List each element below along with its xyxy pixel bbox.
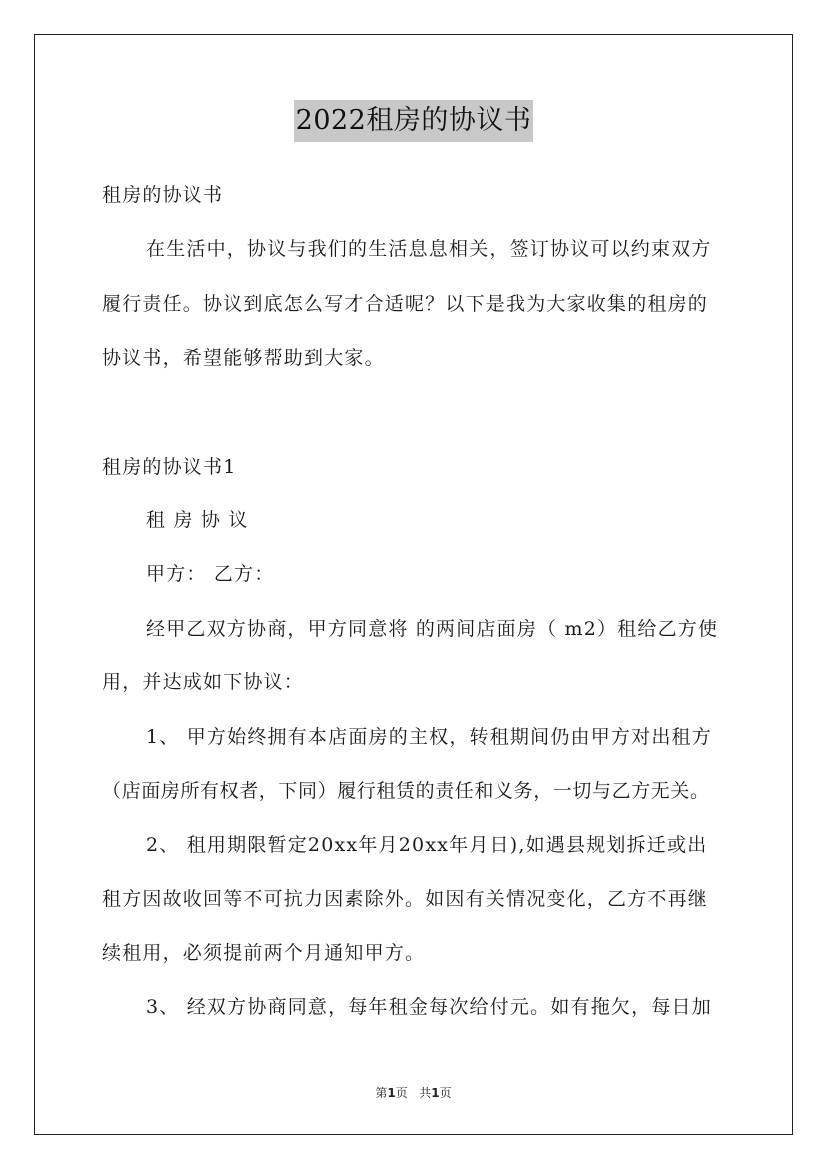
parties-line: 甲方： 乙方： [146, 563, 275, 585]
page-footer [0, 1084, 827, 1101]
agreement-title: 租 房 协 议 [146, 509, 249, 531]
clause2-line-2: 租方因故收回等不可抗力因素除外。如因有关情况变化，乙方不再继 [102, 888, 709, 910]
clause1-line-1: 1、 甲方始终拥有本店面房的主权，转租期间仍由甲方对出租方 [146, 726, 712, 748]
footer-total-pages: 1 [431, 1086, 440, 1100]
intro-line-2: 履行责任。协议到底怎么写才合适呢？以下是我为大家收集的租房的 [102, 293, 709, 315]
title-container [0, 100, 827, 142]
clause2-line-3: 续租用，必须提前两个月通知甲方。 [102, 942, 426, 964]
para1-line-1: 经甲乙双方协商，甲方同意将 的两间店面房（ m2）租给乙方使 [146, 618, 719, 640]
footer-total-prefix: 共 [419, 1086, 432, 1100]
footer-page-suffix: 页 [395, 1086, 408, 1100]
document-title: 2022租房的协议书 [294, 100, 534, 142]
intro-line-1: 在生活中，协议与我们的生活息息相关，签订协议可以约束双方 [146, 238, 712, 260]
clause3-line-1: 3、 经双方协商同意，每年租金每次给付元。如有拖欠，每日加 [146, 996, 712, 1018]
clause2-line-1: 2、 租用期限暂定20xx年月20xx年月日),如遇县规划拆迁或出 [146, 834, 708, 856]
clause1-line-2: （店面房所有权者，下同）履行租赁的责任和义务，一切与乙方无关。 [102, 780, 710, 802]
footer-page-number: 1 [387, 1086, 396, 1100]
footer-total-suffix: 页 [439, 1086, 452, 1100]
section-heading: 租房的协议书1 [102, 456, 237, 478]
para1-line-2: 用，并达成如下协议： [102, 671, 305, 693]
intro-line-3: 协议书，希望能够帮助到大家。 [102, 347, 385, 369]
footer-prefix: 第 [375, 1086, 388, 1100]
document-subtitle: 租房的协议书 [102, 184, 224, 206]
